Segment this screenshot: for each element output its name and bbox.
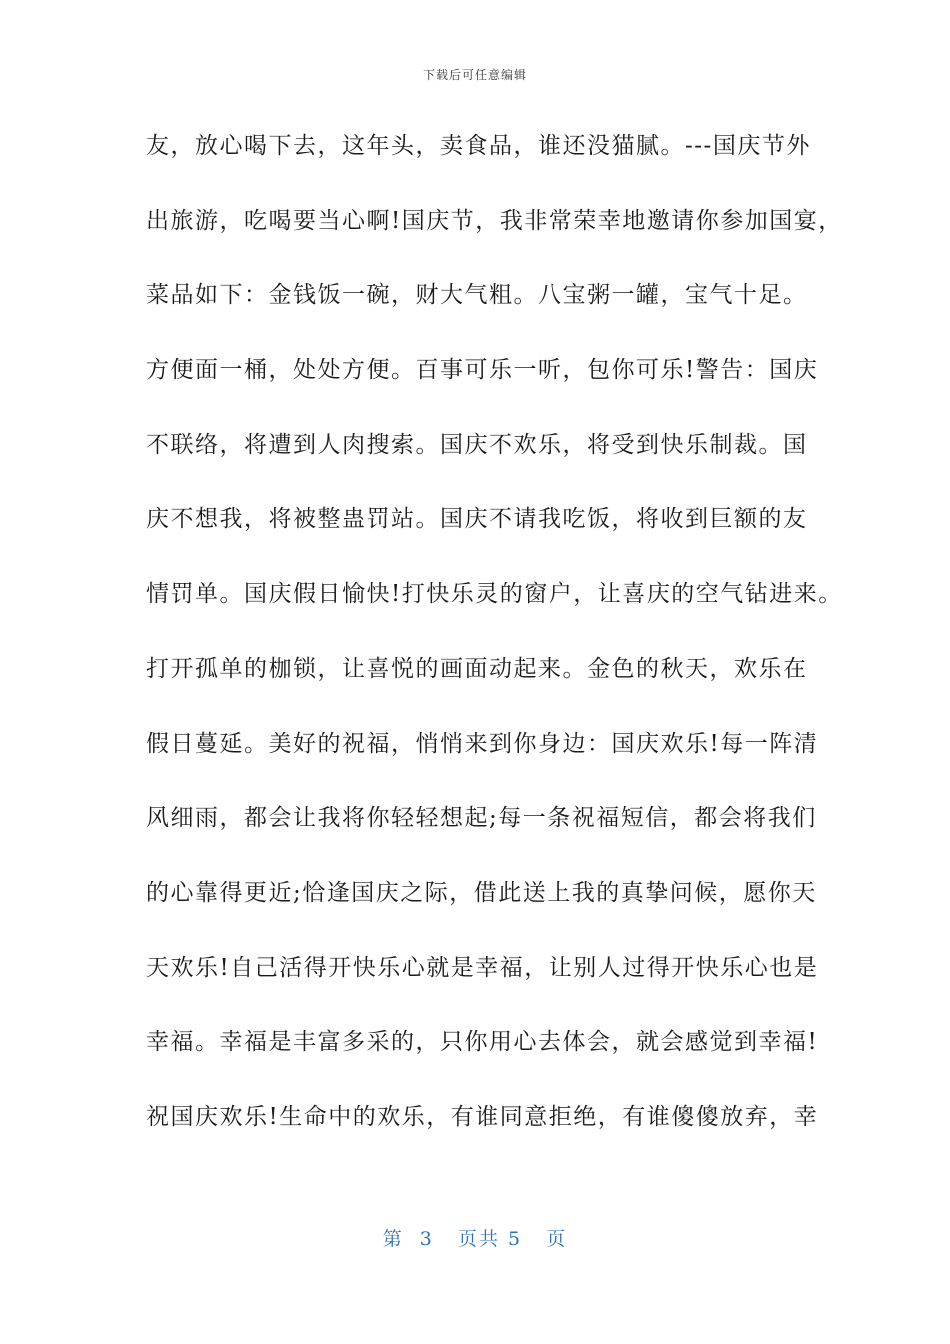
- page-header: 下载后可任意编辑: [422, 68, 527, 82]
- document-body: [146, 118, 843, 1164]
- text-line: 风细雨，都会让我将你轻轻想起;每一条祝福短信，都会将我们: [146, 805, 817, 832]
- text-line: 不联络，将遭到人肉搜索。国庆不欢乐，将受到快乐制裁。国: [146, 431, 808, 458]
- text-line: 菜品如下：金钱饭一碗，财大气粗。八宝粥一罐，宝气十足。: [146, 282, 808, 309]
- page-footer: [0, 1224, 950, 1251]
- text-line: 情罚单。国庆假日愉快!打快乐灵的窗户，让喜庆的空气钻进来。: [146, 581, 843, 608]
- text-line: 方便面一桶，处处方便。百事可乐一听，包你可乐!警告：国庆: [146, 357, 819, 384]
- text-line: 幸福。幸福是丰富多采的，只你用心去体会，就会感觉到幸福!: [146, 1029, 819, 1056]
- text-line: 友，放心喝下去，这年头，卖食品，谁还没猫腻。---国庆节外: [146, 133, 811, 159]
- text-line: 打开孤单的枷锁，让喜悦的画面动起来。金色的秋天，欢乐在: [146, 655, 808, 682]
- text-line: 出旅游，吃喝要当心啊!国庆节，我非常荣幸地邀请你参加国宴，: [146, 207, 843, 234]
- text-line: 天欢乐!自己活得开快乐心就是幸福，让别人过得开快乐心也是: [146, 954, 819, 981]
- page-number: 第 3 页共 5 页: [382, 1228, 568, 1250]
- text-line: 假日蔓延。美好的祝福，悄悄来到你身边：国庆欢乐!每一阵清: [146, 730, 819, 757]
- text-line: 的心靠得更近;恰逢国庆之际，借此送上我的真挚问候，愿你天: [146, 879, 817, 906]
- text-line: 祝国庆欢乐!生命中的欢乐，有谁同意拒绝，有谁傻傻放弃，幸: [146, 1103, 819, 1130]
- text-line: 庆不想我，将被整蛊罚站。国庆不请我吃饭，将收到巨额的友: [146, 506, 808, 533]
